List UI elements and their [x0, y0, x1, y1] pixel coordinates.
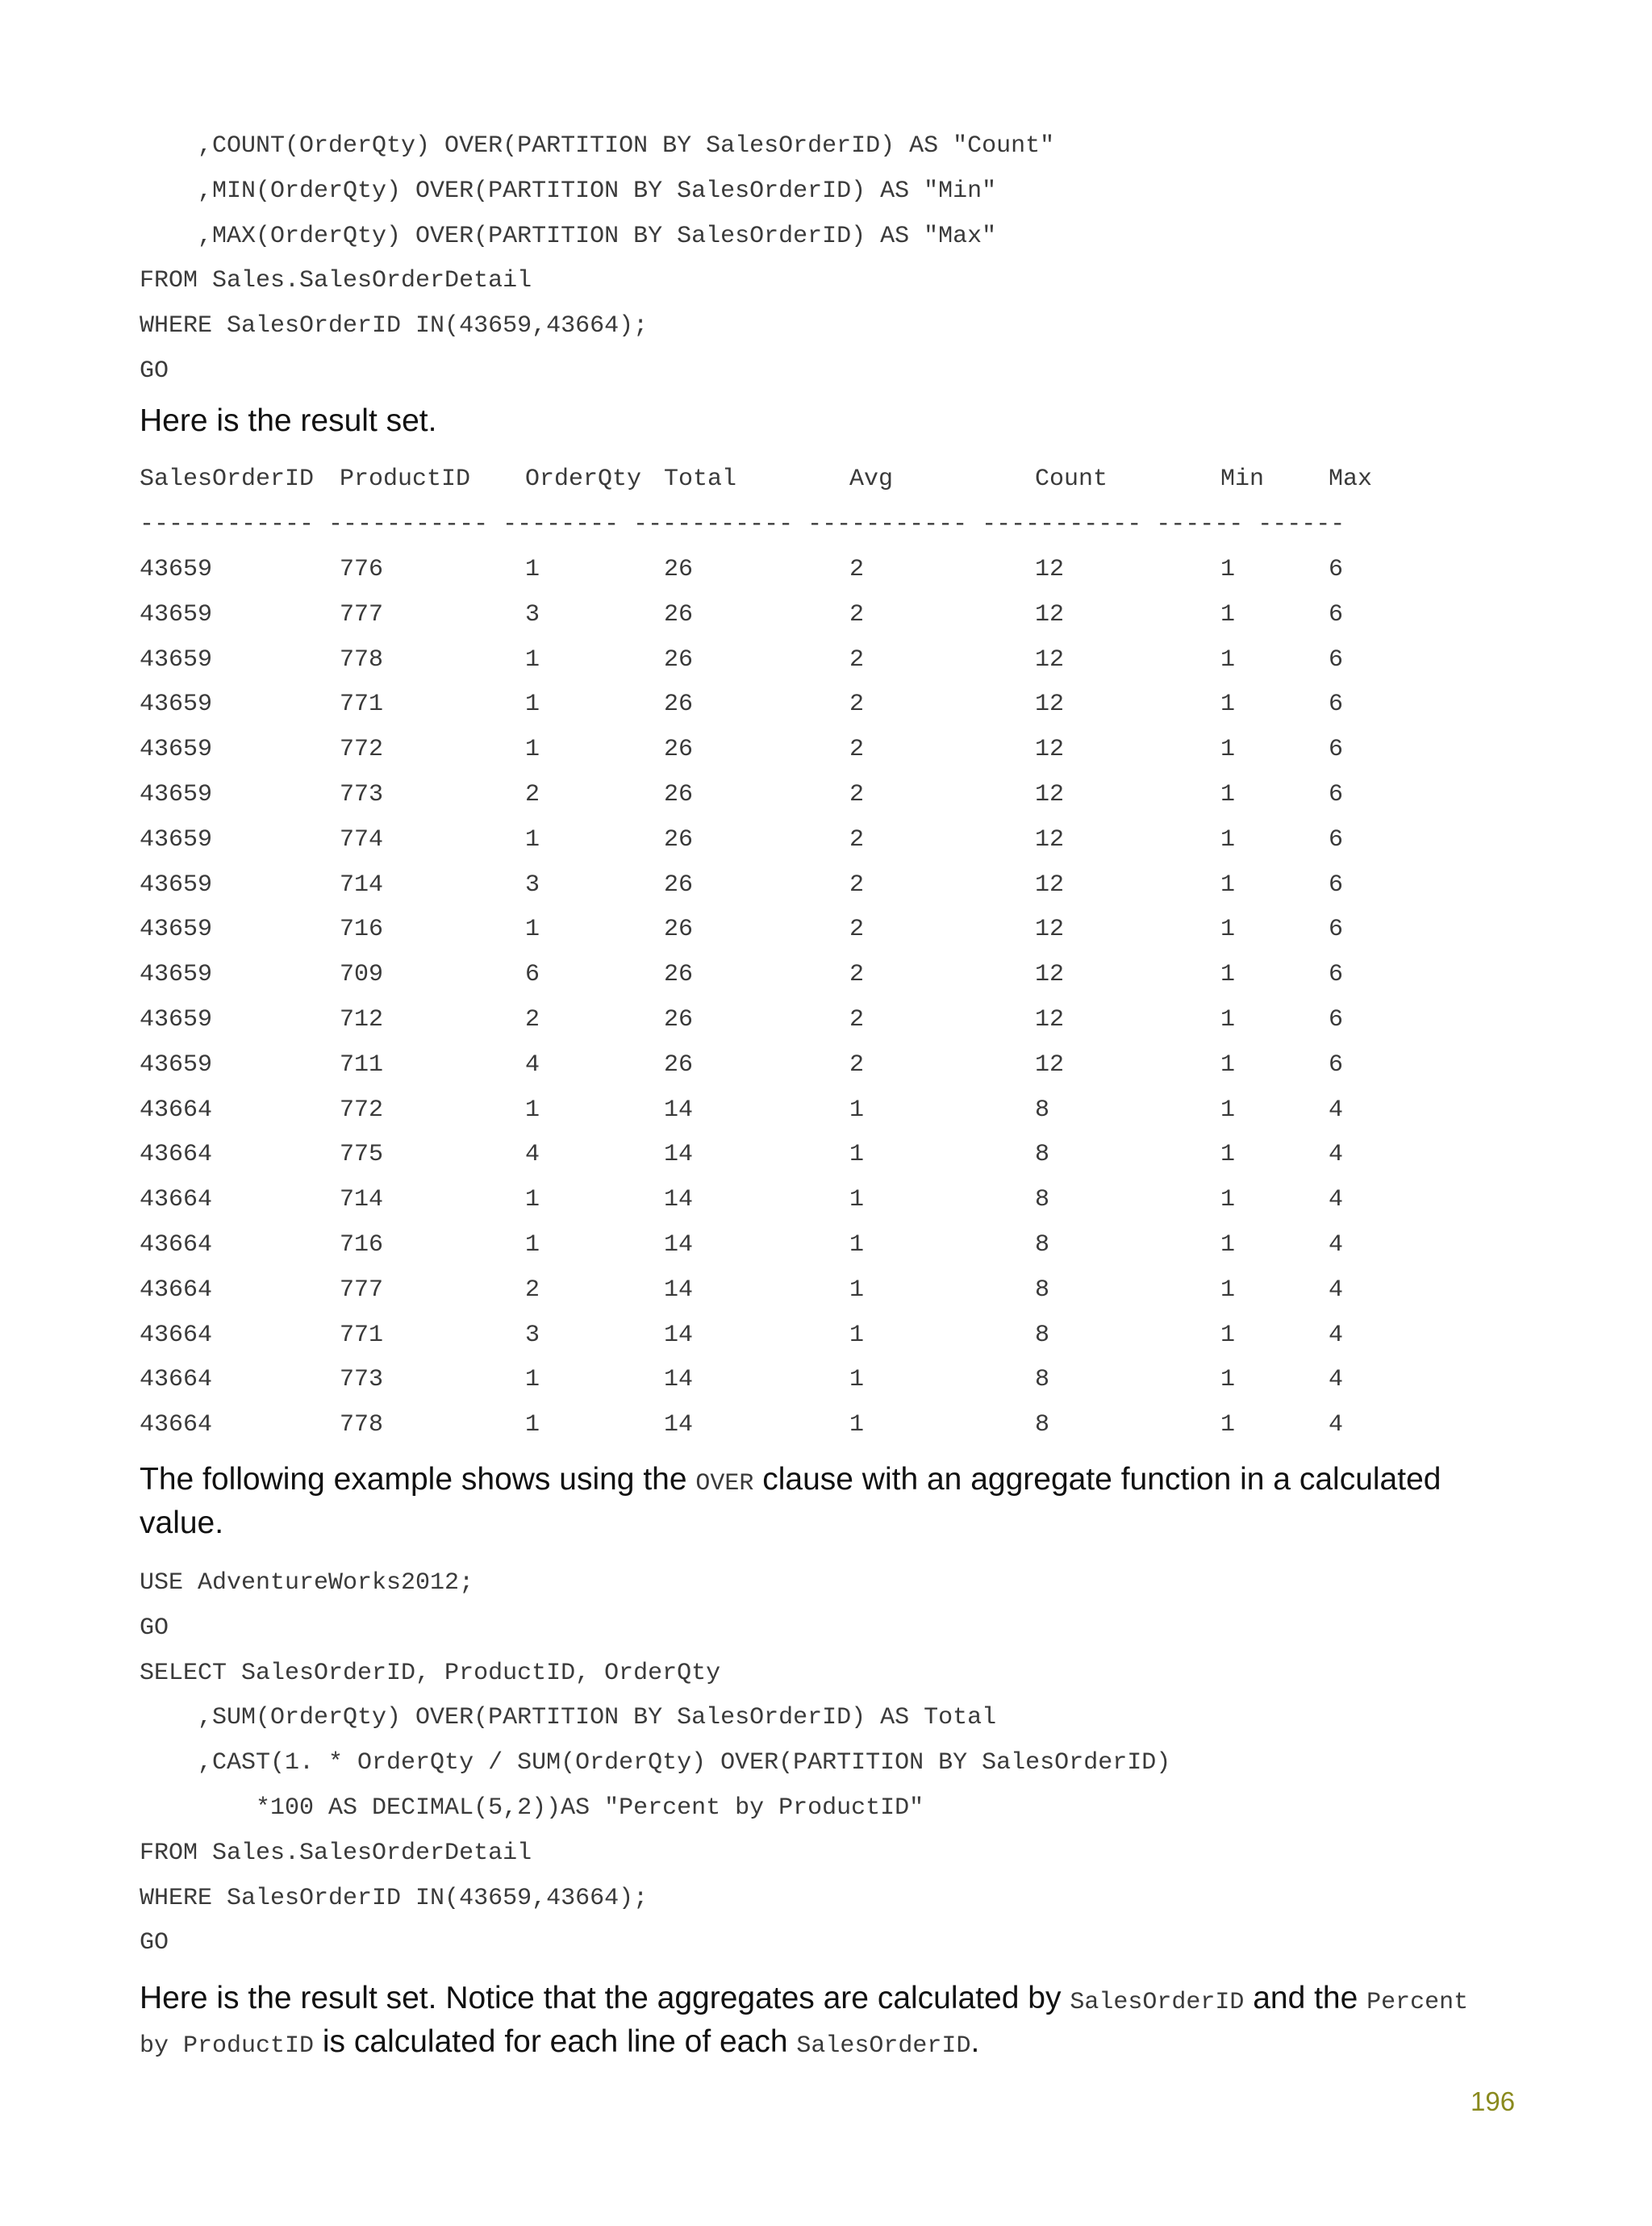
table-cell: 6 — [1329, 1006, 1344, 1034]
code-line: GO — [140, 1929, 169, 1957]
table-cell: 2 — [849, 916, 865, 944]
table-cell: 3 — [525, 871, 540, 899]
table-cell: 43664 — [140, 1411, 213, 1439]
notice-paragraph-line-2 — [140, 2019, 979, 2069]
table-cell: 2 — [849, 1050, 865, 1079]
table-cell: 14 — [664, 1276, 694, 1304]
table-cell: 43659 — [140, 736, 213, 764]
table-cell: 771 — [340, 691, 384, 719]
table-cell: 43664 — [140, 1186, 213, 1214]
table-cell: 777 — [340, 600, 384, 629]
table-cell: 6 — [1329, 916, 1344, 944]
code-line: *100 AS DECIMAL(5,2))AS "Percent by ProductID" — [140, 1794, 924, 1822]
table-cell: 12 — [1035, 645, 1065, 674]
table-cell: 43659 — [140, 556, 213, 583]
table-cell: 2 — [849, 691, 865, 719]
table-cell: 6 — [1329, 556, 1344, 583]
table-cell: 714 — [340, 1186, 384, 1214]
table-cell: 43659 — [140, 600, 213, 629]
table-cell: 6 — [1329, 1050, 1344, 1079]
table-cell: 2 — [849, 556, 865, 583]
table-cell: 1 — [1220, 1231, 1236, 1259]
table-cell: 1 — [525, 691, 540, 719]
table-cell: 778 — [340, 645, 384, 674]
table-cell: 2 — [525, 1006, 540, 1034]
table-cell: 1 — [1220, 1141, 1236, 1169]
table-header-cell: SalesOrderID — [140, 466, 315, 493]
table-cell: 43664 — [140, 1096, 213, 1124]
table-cell: 775 — [340, 1141, 384, 1169]
table-cell: 12 — [1035, 825, 1065, 854]
table-cell: 14 — [664, 1141, 694, 1169]
table-cell: 1 — [1220, 1186, 1236, 1214]
table-cell: 2 — [525, 781, 540, 808]
table-cell: 1 — [849, 1366, 865, 1394]
table-cell: 1 — [1220, 1096, 1236, 1124]
table-cell: 709 — [340, 961, 384, 989]
table-cell: 26 — [664, 691, 694, 719]
table-cell: 1 — [525, 1366, 540, 1394]
table-cell: 2 — [849, 781, 865, 808]
table-cell: 1 — [525, 1096, 540, 1124]
table-cell: 6 — [1329, 645, 1344, 674]
table-cell: 12 — [1035, 871, 1065, 899]
table-cell: 716 — [340, 1231, 384, 1259]
table-cell: 8 — [1035, 1276, 1050, 1304]
table-cell: 1 — [1220, 1411, 1236, 1439]
table-cell: 26 — [664, 645, 694, 674]
table-cell: 1 — [525, 1186, 540, 1214]
inline-code-over: OVER — [695, 1470, 754, 1497]
table-cell: 26 — [664, 916, 694, 944]
table-cell: 1 — [1220, 1366, 1236, 1394]
table-cell: 4 — [1329, 1096, 1344, 1124]
table-cell: 776 — [340, 556, 384, 583]
table-cell: 1 — [849, 1096, 865, 1124]
table-cell: 4 — [1329, 1411, 1344, 1439]
table-cell: 14 — [664, 1186, 694, 1214]
table-cell: 778 — [340, 1411, 384, 1439]
table-cell: 43659 — [140, 1050, 213, 1079]
table-header-cell: Total — [664, 466, 737, 493]
table-cell: 8 — [1035, 1096, 1050, 1124]
table-cell: 26 — [664, 736, 694, 764]
table-cell: 12 — [1035, 691, 1065, 719]
table-cell: 1 — [1220, 781, 1236, 808]
table-cell: 1 — [849, 1186, 865, 1214]
table-cell: 1 — [525, 916, 540, 944]
table-header-cell: Count — [1035, 466, 1108, 493]
inline-code-salesorderid: SalesOrderID — [1070, 1989, 1245, 2016]
table-cell: 4 — [1329, 1321, 1344, 1349]
table-cell: 43664 — [140, 1141, 213, 1169]
table-cell: 1 — [525, 1231, 540, 1259]
table-cell: 1 — [1220, 691, 1236, 719]
table-cell: 26 — [664, 871, 694, 899]
code-line: ,CAST(1. * OrderQty / SUM(OrderQty) OVER(PARTITION BY SalesOrderID) — [140, 1749, 1171, 1777]
table-cell: 2 — [849, 1006, 865, 1034]
table-cell: 43659 — [140, 691, 213, 719]
code-line: FROM Sales.SalesOrderDetail — [140, 267, 532, 295]
table-cell: 1 — [1220, 1050, 1236, 1079]
table-cell: 8 — [1035, 1366, 1050, 1394]
table-cell: 1 — [1220, 1006, 1236, 1034]
table-cell: 43659 — [140, 781, 213, 808]
table-cell: 12 — [1035, 556, 1065, 583]
table-header-cell: Max — [1329, 466, 1373, 493]
table-cell: 1 — [1220, 825, 1236, 854]
table-cell: 1 — [525, 645, 540, 674]
table-cell: 1 — [849, 1411, 865, 1439]
table-cell: 774 — [340, 825, 384, 854]
table-cell: 8 — [1035, 1186, 1050, 1214]
table-cell: 43659 — [140, 871, 213, 899]
table-cell: 1 — [1220, 871, 1236, 899]
table-cell: 2 — [849, 871, 865, 899]
table-cell: 43664 — [140, 1321, 213, 1349]
table-cell: 771 — [340, 1321, 384, 1349]
table-cell: 26 — [664, 961, 694, 989]
code-line: SELECT SalesOrderID, ProductID, OrderQty — [140, 1659, 721, 1687]
table-cell: 716 — [340, 916, 384, 944]
table-cell: 772 — [340, 1096, 384, 1124]
table-cell: 1 — [525, 1411, 540, 1439]
table-cell: 711 — [340, 1050, 384, 1079]
table-cell: 43659 — [140, 1006, 213, 1034]
page-number: 196 — [1471, 2086, 1516, 2116]
table-cell: 1 — [1220, 600, 1236, 629]
table-cell: 8 — [1035, 1141, 1050, 1169]
notice-text-4: . — [970, 2024, 980, 2059]
table-cell: 43664 — [140, 1231, 213, 1259]
table-header-cell: OrderQty — [525, 466, 642, 493]
table-cell: 1 — [849, 1141, 865, 1169]
notice-text-3: is calculated for each line of each — [314, 2024, 797, 2059]
table-cell: 2 — [525, 1276, 540, 1304]
code-line: ,MIN(OrderQty) OVER(PARTITION BY SalesOrderID) AS "Min" — [140, 177, 997, 205]
notice-text-2: and the — [1244, 1981, 1367, 2015]
table-cell: 2 — [849, 645, 865, 674]
table-cell: 12 — [1035, 961, 1065, 989]
table-cell: 8 — [1035, 1411, 1050, 1439]
table-cell: 773 — [340, 781, 384, 808]
table-cell: 12 — [1035, 736, 1065, 764]
table-cell: 14 — [664, 1411, 694, 1439]
table-cell: 1 — [1220, 645, 1236, 674]
code-line: WHERE SalesOrderID IN(43659,43664); — [140, 1884, 649, 1912]
table-cell: 1 — [525, 825, 540, 854]
table-cell: 3 — [525, 1321, 540, 1349]
table-cell: 1 — [849, 1276, 865, 1304]
table-cell: 772 — [340, 736, 384, 764]
code-line: GO — [140, 1614, 169, 1642]
table-cell: 14 — [664, 1321, 694, 1349]
table-cell: 6 — [1329, 825, 1344, 854]
table-cell: 43664 — [140, 1276, 213, 1304]
table-cell: 3 — [525, 600, 540, 629]
table-cell: 26 — [664, 825, 694, 854]
code-line: WHERE SalesOrderID IN(43659,43664); — [140, 312, 649, 340]
table-cell: 6 — [1329, 691, 1344, 719]
notice-paragraph-line-1 — [140, 1976, 1468, 2025]
table-cell: 12 — [1035, 916, 1065, 944]
table-cell: 4 — [525, 1141, 540, 1169]
table-cell: 1 — [1220, 736, 1236, 764]
table-cell: 1 — [1220, 1276, 1236, 1304]
table-cell: 1 — [849, 1321, 865, 1349]
code-line: GO — [140, 357, 169, 385]
table-cell: 2 — [849, 600, 865, 629]
table-cell: 1 — [1220, 916, 1236, 944]
code-line: ,COUNT(OrderQty) OVER(PARTITION BY SalesOrderID) AS "Count" — [140, 132, 1055, 160]
table-cell: 12 — [1035, 781, 1065, 808]
table-cell: 4 — [525, 1050, 540, 1079]
table-cell: 14 — [664, 1096, 694, 1124]
table-cell: 1 — [1220, 556, 1236, 583]
example-text-after: clause with an aggregate function in a calculated — [753, 1462, 1441, 1497]
table-cell: 8 — [1035, 1321, 1050, 1349]
example-paragraph — [140, 1457, 1441, 1506]
table-cell: 14 — [664, 1231, 694, 1259]
table-cell: 6 — [1329, 600, 1344, 629]
table-cell: 714 — [340, 871, 384, 899]
table-cell: 1 — [1220, 1321, 1236, 1349]
table-cell: 2 — [849, 736, 865, 764]
table-cell: 6 — [525, 961, 540, 989]
table-cell: 6 — [1329, 781, 1344, 808]
table-cell: 1 — [1220, 961, 1236, 989]
table-cell: 26 — [664, 1050, 694, 1079]
table-header-cell: Avg — [849, 466, 894, 493]
inline-code-salesorderid-2: SalesOrderID — [796, 2032, 971, 2060]
table-header-cell: Min — [1220, 466, 1265, 493]
table-cell: 4 — [1329, 1366, 1344, 1394]
table-cell: 43659 — [140, 961, 213, 989]
table-cell: 14 — [664, 1366, 694, 1394]
table-cell: 712 — [340, 1006, 384, 1034]
example-text-before: The following example shows using the — [140, 1462, 696, 1497]
table-cell: 43659 — [140, 916, 213, 944]
table-cell: 12 — [1035, 1050, 1065, 1079]
code-line: USE AdventureWorks2012; — [140, 1569, 474, 1597]
table-cell: 43664 — [140, 1366, 213, 1394]
table-cell: 4 — [1329, 1276, 1344, 1304]
code-line: ,SUM(OrderQty) OVER(PARTITION BY SalesOrderID) AS Total — [140, 1704, 997, 1732]
table-cell: 43659 — [140, 645, 213, 674]
table-cell: 12 — [1035, 600, 1065, 629]
table-cell: 26 — [664, 1006, 694, 1034]
table-cell: 26 — [664, 600, 694, 629]
table-cell: 4 — [1329, 1231, 1344, 1259]
notice-text-1: Here is the result set. Notice that the aggregates are calculated by — [140, 1981, 1070, 2015]
inline-code-percent: Percent — [1366, 1989, 1469, 2016]
inline-code-by-productid: by ProductID — [140, 2032, 315, 2060]
table-cell: 12 — [1035, 1006, 1065, 1034]
table-cell: 1 — [525, 736, 540, 764]
table-header-cell: ProductID — [340, 466, 471, 493]
table-cell: 2 — [849, 825, 865, 854]
example-paragraph-line-2: value. — [140, 1506, 224, 1540]
code-line: FROM Sales.SalesOrderDetail — [140, 1839, 532, 1867]
table-cell: 6 — [1329, 736, 1344, 764]
table-cell: 6 — [1329, 961, 1344, 989]
table-separator: ------------ ----------- -------- ----------- ----------- ----------- ------ ------ — [140, 511, 1345, 538]
table-cell: 26 — [664, 556, 694, 583]
table-cell: 777 — [340, 1276, 384, 1304]
table-cell: 43659 — [140, 825, 213, 854]
table-cell: 1 — [849, 1231, 865, 1259]
table-cell: 26 — [664, 781, 694, 808]
table-cell: 1 — [525, 556, 540, 583]
code-line: ,MAX(OrderQty) OVER(PARTITION BY SalesOrderID) AS "Max" — [140, 222, 997, 250]
table-cell: 4 — [1329, 1186, 1344, 1214]
table-cell: 773 — [340, 1366, 384, 1394]
table-cell: 8 — [1035, 1231, 1050, 1259]
table-cell: 2 — [849, 961, 865, 989]
result-intro: Here is the result set. — [140, 403, 437, 438]
table-cell: 6 — [1329, 871, 1344, 899]
table-cell: 4 — [1329, 1141, 1344, 1169]
